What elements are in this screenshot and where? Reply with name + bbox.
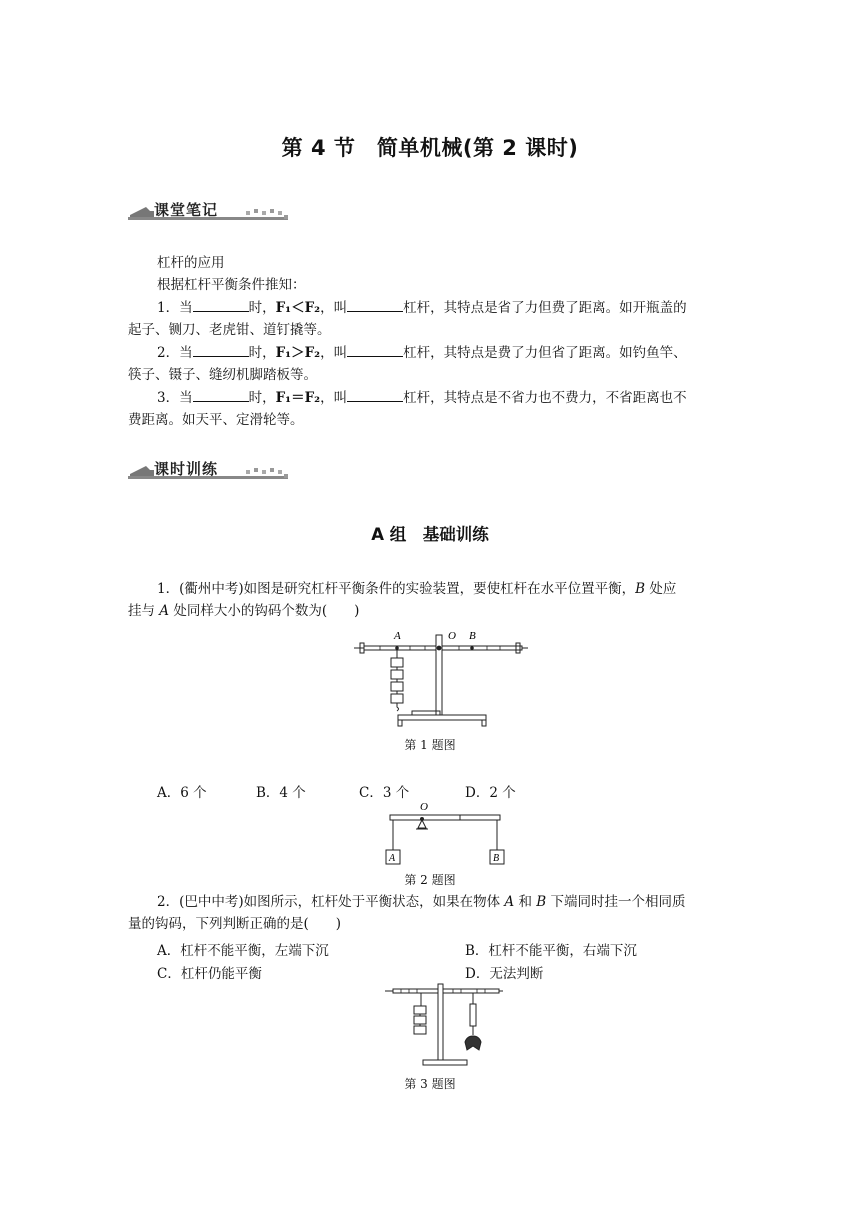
fig2-label-b: B: [493, 853, 500, 864]
question-text: 2．(巴中中考)如图所示，杠杆处于平衡状态，如果在物体: [157, 894, 505, 910]
fig1-label-a: A: [394, 630, 401, 642]
figure-1-lever-apparatus: [350, 625, 530, 730]
point-label: A: [159, 603, 170, 619]
note-item-1-cont: 起子、铡刀、老虎钳、道钉撬等。: [128, 322, 331, 338]
question-text: 1．(衢州中考)如图是研究杠杆平衡条件的实验装置，要使杠杆在水平位置平衡，: [157, 581, 636, 597]
fig2-label-o: O: [420, 801, 428, 813]
question-text: 处同样大小的钩码个数为( ): [169, 603, 360, 619]
note-text: 杠杆，其特点是不省力也不费力，不省距离也不: [403, 390, 687, 406]
answer-blank[interactable]: [193, 297, 249, 312]
question-text: 和: [514, 894, 537, 910]
condition: F₁＝F₂: [275, 390, 321, 406]
note-text: ，叫: [320, 390, 348, 406]
question-2-cont: 量的钩码，下列判断正确的是( ): [128, 916, 342, 932]
point-label: A: [504, 894, 515, 910]
note-text: 杠杆，其特点是费了力但省了距离。如钓鱼竿、: [403, 345, 687, 361]
group-title: A 组 基础训练: [371, 525, 489, 544]
point-label: B: [536, 894, 547, 910]
figure-3-caption: 第 3 题图: [404, 1077, 456, 1091]
q1-option-a[interactable]: A．6 个: [157, 785, 207, 801]
point-label: B: [635, 581, 646, 597]
practice-banner-label: 课时训练: [154, 460, 219, 478]
question-text: 下端同时挂一个相同质: [546, 894, 686, 910]
note-item-2-cont: 筷子、镊子、缝纫机脚踏板等。: [128, 367, 317, 383]
q2-option-d[interactable]: D．无法判断: [465, 966, 544, 982]
answer-blank[interactable]: [347, 297, 403, 312]
question-text: 处应: [645, 581, 677, 597]
practice-banner: [128, 456, 298, 486]
fig1-label-b: B: [469, 630, 476, 642]
answer-blank[interactable]: [193, 342, 249, 357]
answer-blank[interactable]: [193, 387, 249, 402]
q1-option-b[interactable]: B．4 个: [256, 785, 306, 801]
condition: F₁＞F₂: [275, 345, 321, 361]
note-text: 3．当: [157, 390, 193, 406]
notes-banner: [128, 197, 298, 227]
notes-heading: 杠杆的应用: [157, 255, 225, 271]
condition: F₁＜F₂: [275, 300, 321, 316]
fig1-label-o: O: [448, 630, 456, 642]
page-title: 第 4 节 简单机械(第 2 课时): [281, 136, 579, 160]
answer-blank[interactable]: [347, 387, 403, 402]
notes-intro: 根据杠杆平衡条件推知：: [157, 277, 306, 293]
note-item-3: [157, 387, 687, 410]
note-item-3-cont: 费距离。如天平、定滑轮等。: [128, 412, 304, 428]
note-text: 1．当: [157, 300, 193, 316]
q1-option-d[interactable]: D．2 个: [465, 785, 516, 801]
note-text: 杠杆，其特点是省了力但费了距离。如开瓶盖的: [403, 300, 687, 316]
note-text: 时，: [248, 300, 276, 316]
figure-3-lever-spring-scale: [383, 980, 503, 1072]
note-item-1: [157, 297, 687, 320]
q1-option-c[interactable]: C．3 个: [359, 785, 410, 801]
note-text: ，叫: [320, 345, 348, 361]
note-item-2: [157, 342, 687, 365]
note-text: 时，: [248, 390, 276, 406]
question-2: [157, 891, 685, 914]
q2-option-b[interactable]: B．杠杆不能平衡，右端下沉: [465, 943, 637, 959]
note-text: ，叫: [320, 300, 348, 316]
figure-2-caption: 第 2 题图: [404, 873, 456, 887]
question-1: [157, 578, 676, 601]
pivot-point: [437, 646, 442, 651]
note-text: 时，: [248, 345, 276, 361]
fig2-label-a: A: [389, 853, 396, 864]
notes-banner-label: 课堂笔记: [154, 201, 219, 219]
question-1-cont: [128, 600, 359, 623]
q2-option-c[interactable]: C．杠杆仍能平衡: [157, 966, 262, 982]
figure-1-caption: 第 1 题图: [404, 738, 456, 752]
figure-2-balanced-lever: [380, 798, 510, 868]
answer-blank[interactable]: [347, 342, 403, 357]
note-text: 2．当: [157, 345, 193, 361]
question-text: 挂与: [128, 603, 160, 619]
q2-option-a[interactable]: A．杠杆不能平衡，左端下沉: [157, 943, 329, 959]
